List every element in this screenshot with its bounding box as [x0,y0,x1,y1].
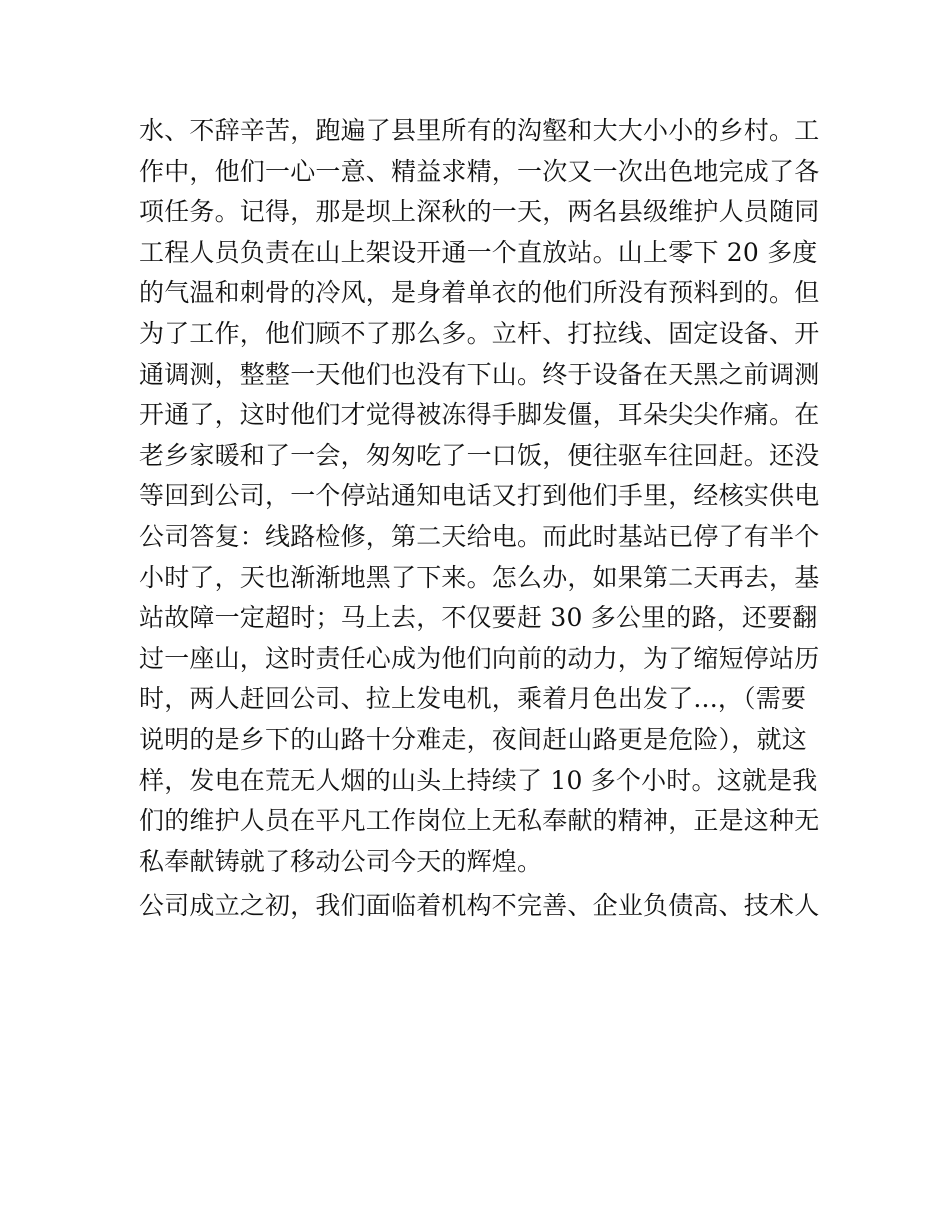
text-line-4: 工程人员负责在山上架设开通一个直放站。山上零下 20 多度 [139,237,818,267]
text-line-6: 为了工作，他们顾不了那么多。立杆、打拉线、固定设备、开 [139,318,820,348]
text-line-11: 公司答复：线路检修，第二天给电。而此时基站已停了有半个 [139,521,820,551]
text-line-3: 项任务。记得，那是坝上深秋的一天，两名县级维护人员随同 [139,197,820,227]
text-line-9: 老乡家暖和了一会，匆匆吃了一口饭，便往驱车往回赶。还没 [139,440,820,470]
text-line-14: 过一座山，这时责任心成为他们向前的动力，为了缩短停站历 [139,643,820,673]
document-body-text [139,111,819,927]
text-line-13: 站故障一定超时；马上去，不仅要赶 30 多公里的路，还要翻 [139,603,818,633]
text-line-17: 样，发电在荒无人烟的山头上持续了 10 多个小时。这就是我 [139,765,818,795]
text-line-1: 水、不辞辛苦，跑遍了县里所有的沟壑和大大小小的乡村。工 [139,116,820,145]
text-line-10: 等回到公司，一个停站通知电话又打到他们手里，经核实供电 [139,481,820,511]
text-line-5: 的气温和刺骨的冷风，是身着单衣的他们所没有预料到的。但 [139,278,820,308]
text-line-2: 作中，他们一心一意、精益求精，一次又一次出色地完成了各 [139,156,820,186]
text-line-8: 开通了，这时他们才觉得被冻得手脚发僵，耳朵尖尖作痛。在 [139,400,820,430]
text-line-20: 公司成立之初，我们面临着机构不完善、企业负债高、技术人 [139,891,820,921]
text-line-16: 说明的是乡下的山路十分难走，夜间赶山路更是危险），就这 [139,724,807,754]
text-line-12: 小时了，天也渐渐地黑了下来。怎么办，如果第二天再去，基 [139,562,820,592]
text-line-19: 私奉献铸就了移动公司今天的辉煌。 [139,846,543,876]
text-line-7: 通调测，整整一天他们也没有下山。终于设备在天黑之前调测 [139,359,820,389]
text-line-15: 时，两人赶回公司、拉上发电机，乘着月色出发了...，（需要 [139,684,807,714]
text-line-18: 们的维护人员在平凡工作岗位上无私奉献的精神，正是这种无 [139,806,820,836]
